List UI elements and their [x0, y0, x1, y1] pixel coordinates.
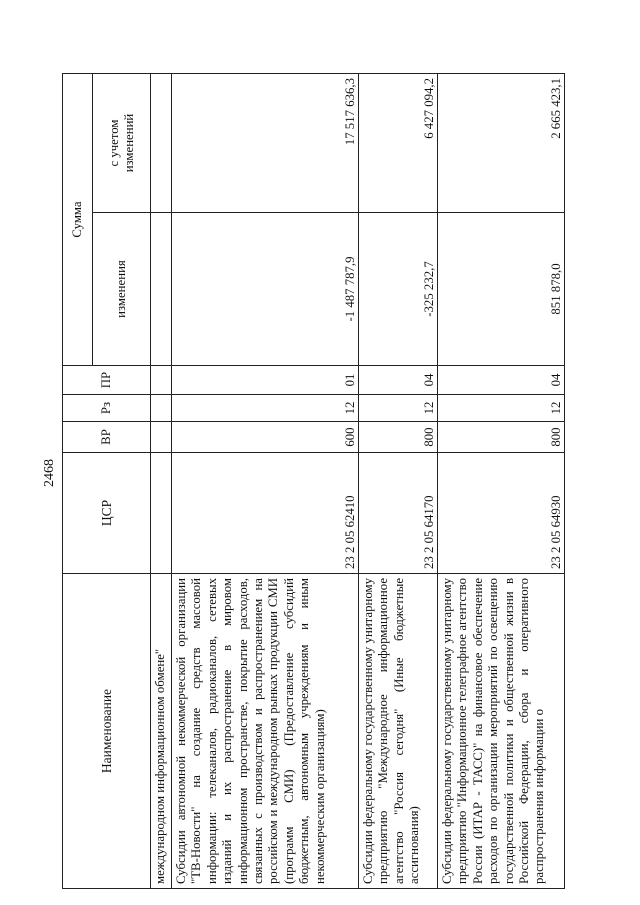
- row-vr: 600: [172, 422, 359, 453]
- budget-table: [62, 73, 565, 889]
- page-number: 2468: [42, 459, 57, 487]
- continuation-row: [151, 74, 172, 889]
- row-rz: 12: [359, 395, 438, 422]
- row-with-changes: 2 665 423,1: [438, 74, 565, 213]
- row-vr: 800: [359, 422, 438, 453]
- row-pr: 04: [359, 366, 438, 395]
- row-rz: 12: [438, 395, 565, 422]
- row-pr: 01: [172, 366, 359, 395]
- row-csr: 23 2 05 64930: [438, 453, 565, 574]
- row-vr: 800: [438, 422, 565, 453]
- row-change: 851 878,0: [438, 213, 565, 366]
- header-with-changes-line1: с учетом: [106, 119, 121, 167]
- table-row: [438, 74, 565, 889]
- row-csr: 23 2 05 62410: [172, 453, 359, 574]
- row-pr: 04: [438, 366, 565, 395]
- header-change: изменения: [93, 213, 151, 366]
- row-name: Субсидии федеральному государственному унитарному предприятию "Международное информационное агентство "Россия сегодня" (Иные бюджетные ассигнования): [359, 574, 438, 889]
- table-row: [359, 74, 438, 889]
- header-pr: ПР: [63, 366, 151, 395]
- header-row-1: [63, 74, 93, 889]
- row-rz: 12: [172, 395, 359, 422]
- continuation-text: международном информационном обмене": [151, 574, 172, 889]
- row-with-changes: 6 427 094,2: [359, 74, 438, 213]
- row-with-changes: 17 517 636,3: [172, 74, 359, 213]
- header-rz: Рз: [63, 395, 151, 422]
- header-with-changes-line2: изменений: [121, 113, 136, 173]
- row-name: Субсидии автономной некоммерческой организации "ТВ-Новости" на создание средств массовой информации: телеканалов, радиоканалов, сетевых изданий и их распространение в мировом информационном пространстве, покрытие расходов, связанных с производством и распространением на российском и международном рынках продукции СМИ (программ СМИ) (Предоставление субсидий бюджетным, автономным учреждениям и иным некоммерческим организациям): [172, 574, 359, 889]
- row-change: -1 487 787,9: [172, 213, 359, 366]
- row-csr: 23 2 05 64170: [359, 453, 438, 574]
- header-name: Наименование: [63, 574, 151, 889]
- header-sum: Сумма: [63, 74, 93, 366]
- header-csr: ЦСР: [63, 453, 151, 574]
- header-with-changes: [93, 74, 151, 213]
- row-name: Субсидии федеральному государственному унитарному предприятию "Информационное телеграфное агентство России (ИТАР - ТАСС)" на финансовое обеспечение расходов по организации мероприятий по освещению государственной политики и общественной жизни в Российской Федерации, сбора и оперативного распространения информации о: [438, 574, 565, 889]
- row-change: -325 232,7: [359, 213, 438, 366]
- table-row: [172, 74, 359, 889]
- header-vr: ВР: [63, 422, 151, 453]
